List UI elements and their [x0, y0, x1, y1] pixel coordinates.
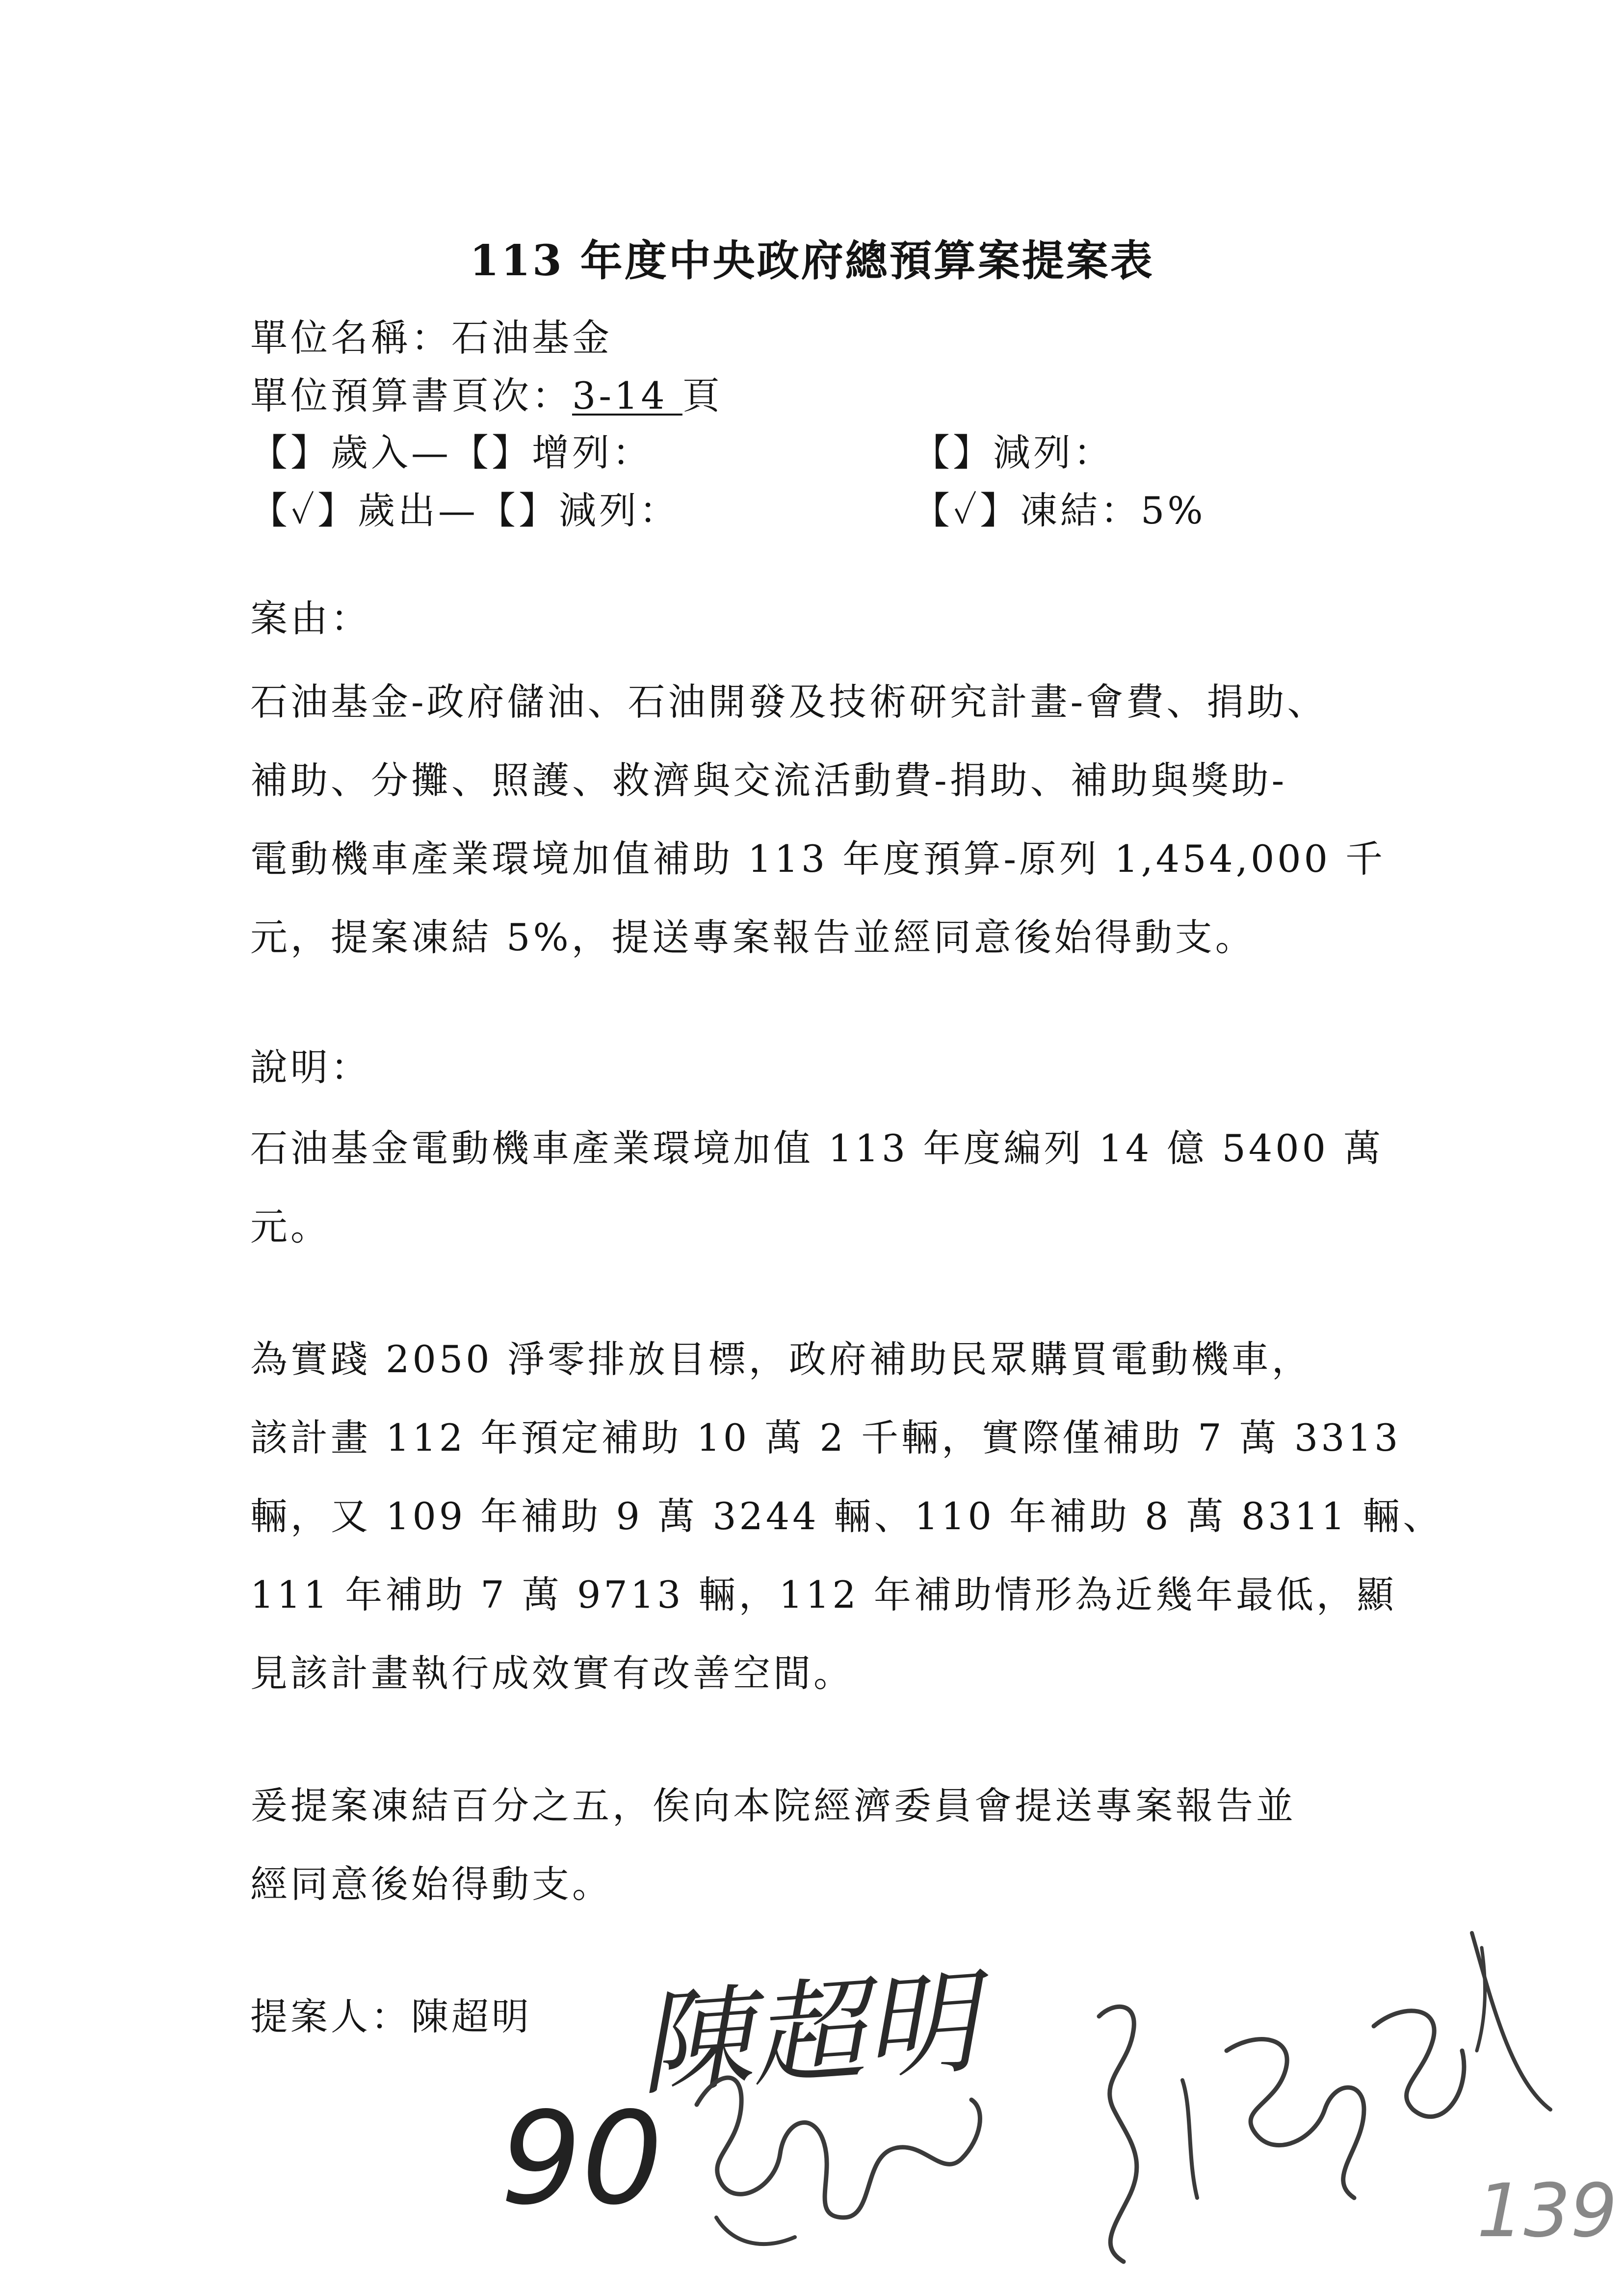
explanation-line: 爰提案凍結百分之五，俟向本院經濟委員會提送專案報告並 [250, 1784, 1296, 1827]
explanation-line: 元。 [250, 1205, 331, 1249]
reason-heading: 案由： [250, 597, 371, 640]
handwritten-signature-scribble [687, 2031, 1001, 2276]
reason-line: 元，提案凍結 5%，提送專案報告並經同意後始得動支。 [250, 915, 1256, 959]
proposer-row [250, 1987, 532, 2040]
expenditure-option: 【✓】歲出—【】減列： [250, 489, 680, 532]
proposer-name: 陳超明 [411, 1995, 532, 2038]
unit-name-value: 石油基金 [451, 316, 612, 360]
budget-page-label: 單位預算書頁次： [250, 374, 572, 417]
proposer-label: 提案人： [250, 1995, 411, 2038]
explanation-line: 該計畫 112 年預定補助 10 萬 2 千輛，實際僅補助 7 萬 3313 [250, 1416, 1401, 1460]
page-title: 113 年度中央政府總預算案提案表 [470, 236, 1154, 286]
reason-line: 補助、分攤、照護、救濟與交流活動費-捐助、補助與獎助- [250, 758, 1287, 802]
explanation-line: 經同意後始得動支。 [250, 1862, 612, 1906]
budget-page-suffix: 頁 [682, 374, 723, 417]
handwritten-signature-chen: 陳超明 [634, 1957, 981, 2112]
unit-name-label: 單位名稱： [250, 316, 451, 360]
handwritten-page-number: 139 [1477, 2168, 1618, 2254]
handwritten-number: 90 [500, 2085, 663, 2233]
budget-page-value: 3-14 [572, 374, 682, 417]
handwritten-signature-zhang [1070, 1904, 1560, 2276]
revenue-decrease-option: 【】減列： [913, 431, 1114, 474]
reason-line: 電動機車產業環境加值補助 113 年度預算-原列 1,454,000 千 [250, 837, 1386, 881]
explanation-line: 輛，又 109 年補助 9 萬 3244 輛、110 年補助 8 萬 8311 輛、 [250, 1494, 1443, 1538]
revenue-option: 【】歲入—【】增列： [250, 431, 653, 474]
budget-page-row [250, 366, 723, 419]
unit-name-row [250, 308, 612, 362]
explanation-line: 見該計畫執行成效實有改善空間。 [250, 1651, 854, 1695]
explanation-line: 石油基金電動機車產業環境加值 113 年度編列 14 億 5400 萬 [250, 1126, 1384, 1170]
explanation-line: 111 年補助 7 萬 9713 輛，112 年補助情形為近幾年最低，顯 [250, 1573, 1397, 1617]
reason-line: 石油基金-政府儲油、石油開發及技術研究計畫-會費、捐助、 [250, 680, 1328, 724]
explanation-heading: 說明： [250, 1045, 371, 1089]
freeze-option: 【✓】凍結：5% [913, 489, 1206, 532]
explanation-line: 為實踐 2050 淨零排放目標，政府補助民眾購買電動機車， [250, 1337, 1312, 1381]
